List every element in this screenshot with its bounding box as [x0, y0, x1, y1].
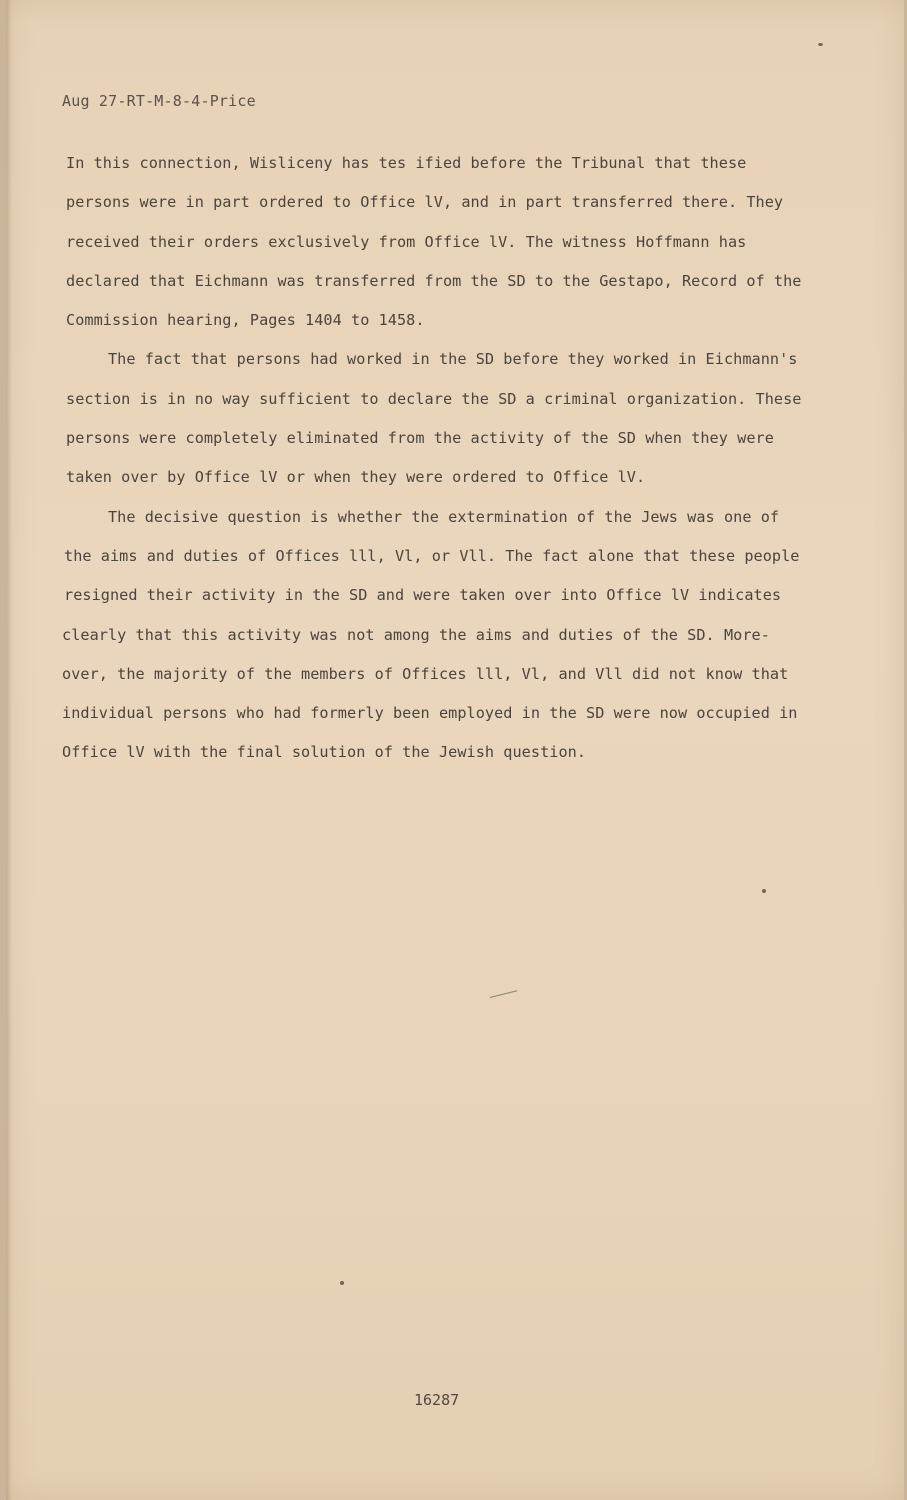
- text-line: the aims and duties of Offices lll, Vl, or Vll. The fact alone that these people: [64, 546, 800, 565]
- text-line: taken over by Office lV or when they were ordered to Office lV.: [66, 468, 646, 487]
- text-line: clearly that this activity was not among the aims and duties of the SD. More-: [62, 625, 770, 644]
- text-line: resigned their activity in the SD and were taken over into Office lV indicates: [64, 586, 782, 605]
- text-line: received their orders exclusively from Office lV. The witness Hoffmann has: [66, 232, 747, 251]
- document-body: [62, 149, 852, 778]
- ink-speck: [340, 1281, 344, 1285]
- text-line: Office lV with the final solution of the Jewish question.: [62, 743, 587, 762]
- text-line: persons were in part ordered to Office lV, and in part transferred there. They: [66, 193, 784, 212]
- ink-speck: [762, 889, 766, 893]
- text-line: The fact that persons had worked in the SD before they worked in Eichmann's: [62, 350, 798, 369]
- text-line: The decisive question is whether the extermination of the Jews was one of: [62, 507, 780, 526]
- page-number: 16287: [414, 1391, 460, 1409]
- text-line: persons were completely eliminated from the activity of the SD when they were: [66, 429, 774, 448]
- ink-speck: [818, 43, 823, 46]
- document-header: Aug 27-RT-M-8-4-Price: [62, 92, 256, 110]
- document-page: [6, 0, 904, 1500]
- text-line: declared that Eichmann was transferred from the SD to the Gestapo, Record of the: [66, 271, 802, 290]
- text-line: over, the majority of the members of Offices lll, Vl, and Vll did not know that: [62, 664, 789, 683]
- pencil-mark: [490, 990, 517, 998]
- text-line: individual persons who had formerly been employed in the SD were now occupied in: [62, 704, 798, 723]
- text-line: Commission hearing, Pages 1404 to 1458.: [66, 311, 425, 330]
- text-line: In this connection, Wisliceny has tes ified before the Tribunal that these: [66, 154, 747, 172]
- text-line: section is in no way sufficient to declare the SD a criminal organization. These: [66, 389, 802, 408]
